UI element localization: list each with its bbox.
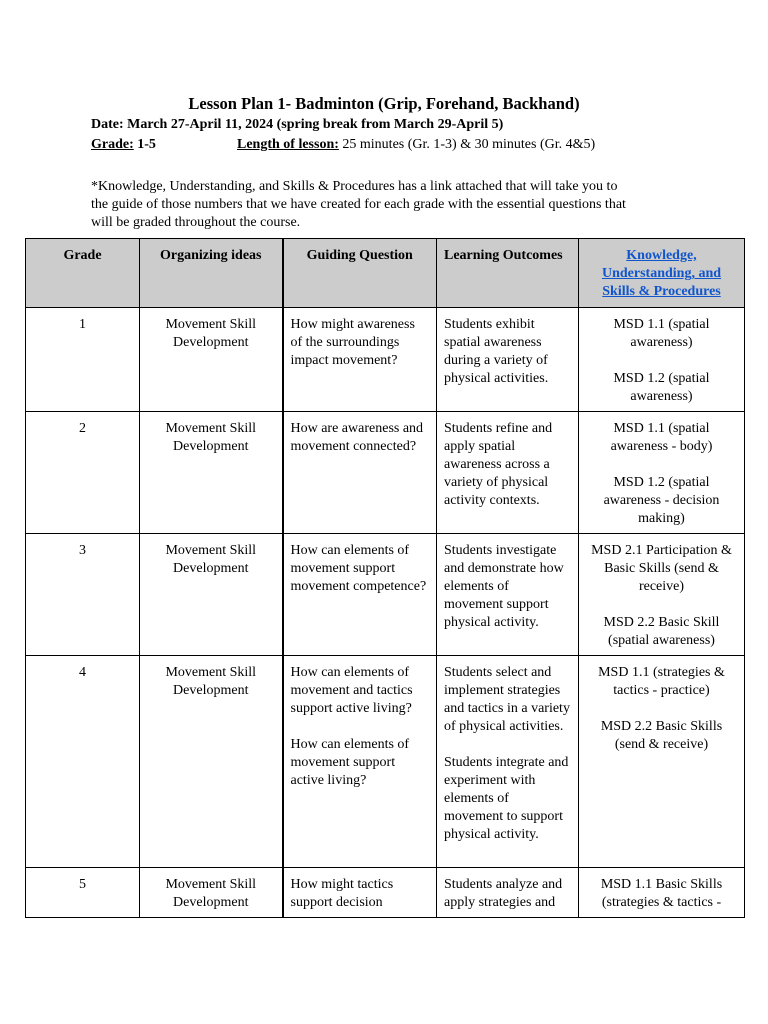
cell-kusp <box>579 534 745 656</box>
cell-learning-outcome-text: Students integrate and experiment with elements of movement to support physical activity. <box>444 755 569 842</box>
cell-grade <box>26 534 140 656</box>
cell-kusp-text: MSD 1.1 (spatial awareness) <box>613 317 710 350</box>
cell-grade-text: 2 <box>79 421 86 436</box>
cell-organizing-idea <box>140 868 283 918</box>
header-organizing-ideas: Organizing ideas <box>140 239 283 308</box>
lesson-table <box>25 238 745 918</box>
cell-learning-outcome-text: Students investigate and demonstrate how elements of movement support physical activity. <box>444 543 564 630</box>
note-line: the guide of those numbers that we have created for each grade with the essential questions that <box>91 197 626 212</box>
cell-organizing-idea-text: Movement Skill Development <box>165 421 257 454</box>
cell-organizing-idea-text: Movement Skill Development <box>165 317 257 350</box>
table-row <box>26 656 745 868</box>
header-guiding-question: Guiding Question <box>283 239 437 308</box>
cell-organizing-idea-text: Movement Skill Development <box>165 877 257 910</box>
cell-learning-outcome <box>437 534 579 656</box>
cell-guiding-question-text: How might tactics support decision <box>290 877 394 910</box>
cell-learning-outcome-text: Students refine and apply spatial awareness across a variety of physical activity contexts. <box>444 421 553 508</box>
note-line: *Knowledge, Understanding, and Skills & Procedures has a link attached that will take you to <box>91 179 618 194</box>
cell-grade-text: 1 <box>79 317 86 332</box>
cell-guiding-question-text: How can elements of movement support active living? <box>290 737 410 788</box>
cell-guiding-question <box>283 308 437 412</box>
header-kusp <box>579 239 745 308</box>
cell-grade-text: 4 <box>79 665 86 680</box>
grade-line <box>91 137 596 153</box>
kusp-link[interactable]: Knowledge, Understanding, and Skills & Procedures <box>601 248 722 299</box>
cell-guiding-question <box>283 656 437 868</box>
cell-kusp-text: MSD 1.2 (spatial awareness - decision making) <box>603 475 720 526</box>
cell-kusp <box>579 308 745 412</box>
length-of-lesson <box>237 137 595 153</box>
cell-organizing-idea <box>140 308 283 412</box>
cell-learning-outcome-text: Students analyze and apply strategies and <box>444 877 563 910</box>
cell-kusp-text: MSD 1.1 (spatial awareness - body) <box>610 421 713 454</box>
table-row <box>26 308 745 412</box>
table-row <box>26 868 745 918</box>
cell-learning-outcome <box>437 656 579 868</box>
paragraph-gap <box>586 352 737 370</box>
note-line: will be graded throughout the course. <box>91 215 301 230</box>
cell-organizing-idea-text: Movement Skill Development <box>165 665 257 698</box>
cell-grade <box>26 656 140 868</box>
cell-guiding-question-text: How are awareness and movement connected? <box>290 421 424 454</box>
cell-kusp-text: MSD 2.2 Basic Skills (send & receive) <box>600 719 723 752</box>
grade-value: 1-5 <box>133 137 156 152</box>
cell-learning-outcome <box>437 308 579 412</box>
cell-grade <box>26 308 140 412</box>
paragraph-gap <box>586 456 737 474</box>
grade-label: Grade: <box>91 137 134 152</box>
cell-guiding-question <box>283 868 437 918</box>
cell-kusp <box>579 656 745 868</box>
cell-kusp-text: MSD 1.2 (spatial awareness) <box>613 371 710 404</box>
cell-guiding-question-text: How can elements of movement support movement competence? <box>290 543 427 594</box>
length-value: 25 minutes (Gr. 1-3) & 30 minutes (Gr. 4&5) <box>338 137 596 152</box>
cell-organizing-idea <box>140 534 283 656</box>
cell-kusp <box>579 868 745 918</box>
cell-organizing-idea <box>140 656 283 868</box>
note-paragraph <box>91 178 691 232</box>
cell-organizing-idea <box>140 412 283 534</box>
cell-learning-outcome <box>437 868 579 918</box>
header-grade: Grade <box>26 239 140 308</box>
page-title: Lesson Plan 1- Badminton (Grip, Forehand, Backhand) <box>188 94 580 113</box>
paragraph-gap <box>586 700 737 718</box>
cell-organizing-idea-text: Movement Skill Development <box>165 543 257 576</box>
table-row <box>26 412 745 534</box>
date-line: Date: March 27-April 11, 2024 (spring break from March 29-April 5) <box>91 117 504 132</box>
table-row <box>26 534 745 656</box>
table-header-row <box>26 239 745 308</box>
cell-learning-outcome-text: Students select and implement strategies and tactics in a variety of physical activities. <box>444 665 570 734</box>
cell-grade-text: 3 <box>79 543 86 558</box>
header-learning-outcomes: Learning Outcomes <box>437 239 579 308</box>
cell-kusp <box>579 412 745 534</box>
cell-grade-text: 5 <box>79 877 86 892</box>
paragraph-gap <box>444 736 571 754</box>
paragraph-gap <box>291 718 430 736</box>
cell-guiding-question-text: How can elements of movement and tactics support active living? <box>290 665 413 716</box>
cell-kusp-text: MSD 2.1 Participation & Basic Skills (send & receive) <box>591 543 732 594</box>
cell-kusp-text: MSD 2.2 Basic Skill (spatial awareness) <box>603 615 720 648</box>
paragraph-gap <box>586 596 737 614</box>
cell-grade <box>26 868 140 918</box>
cell-learning-outcome-text: Students exhibit spatial awareness during a variety of physical activities. <box>444 317 549 386</box>
cell-guiding-question-text: How might awareness of the surroundings impact movement? <box>290 317 415 368</box>
cell-learning-outcome <box>437 412 579 534</box>
cell-kusp-text: MSD 1.1 Basic Skills (strategies & tactics - <box>600 877 723 910</box>
cell-grade <box>26 412 140 534</box>
cell-guiding-question <box>283 412 437 534</box>
cell-kusp-text: MSD 1.1 (strategies & tactics - practice) <box>598 665 725 698</box>
length-label: Length of lesson: <box>237 137 339 152</box>
cell-guiding-question <box>283 534 437 656</box>
